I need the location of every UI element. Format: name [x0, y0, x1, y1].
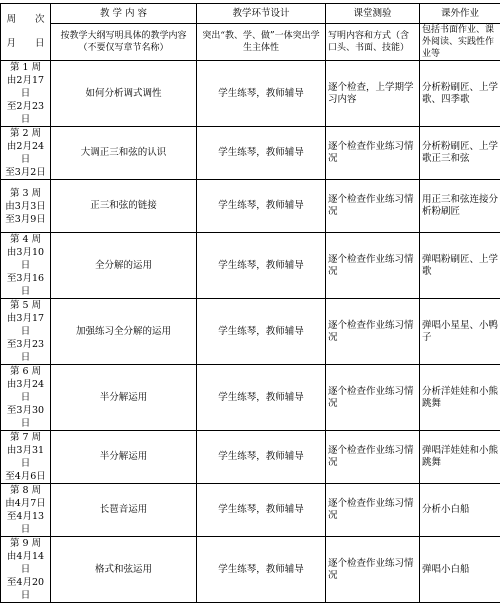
test-cell: 逐个检查，上学期学习内容	[326, 61, 420, 127]
content-cell: 长琶音运用	[51, 484, 197, 537]
test-header: 课堂测验	[326, 4, 420, 24]
design-cell: 学生练琴，教师辅导	[197, 365, 326, 431]
content-cell: 大调正三和弦的认识	[51, 127, 197, 180]
content-cell: 全分解的运用	[51, 233, 197, 299]
table-row	[1, 431, 500, 484]
week-from: 由2月24日	[3, 140, 48, 166]
design-cell: 学生练琴，教师辅导	[197, 233, 326, 299]
content-cell: 格式和弦运用	[51, 537, 197, 603]
homework-cell: 分析粉刷匠、上学歌正三和弦	[420, 127, 500, 180]
week-from: 由3月24日	[3, 378, 48, 404]
header-row	[1, 4, 500, 24]
test-cell: 逐个检查作业练习情况	[326, 431, 420, 484]
week-from: 由3月10日	[3, 246, 48, 272]
week-week: 第 9 周	[3, 537, 48, 550]
test-cell: 逐个检查作业练习情况	[326, 233, 420, 299]
test-cell: 逐个检查作业练习情况	[326, 537, 420, 603]
homework-cell: 分析洋娃娃和小熊跳舞	[420, 365, 500, 431]
week-week: 第 8 周	[3, 484, 48, 497]
week-week: 第 6 周	[3, 365, 48, 378]
table-row	[1, 180, 500, 233]
week-to: 至3月30日	[3, 404, 48, 430]
design-cell: 学生练琴，教师辅导	[197, 127, 326, 180]
week-cell	[1, 127, 51, 180]
week-to: 至4月13日	[3, 510, 48, 536]
week-week: 第 3 周	[3, 187, 48, 200]
week-to: 至3月16日	[3, 272, 48, 298]
content-cell: 加强练习全分解的运用	[51, 299, 197, 365]
week-cell	[1, 61, 51, 127]
teaching-schedule-table	[0, 3, 500, 603]
week-to: 至4月6日	[3, 470, 48, 483]
date-header-label: 月 日	[3, 38, 48, 50]
week-week: 第 2 周	[3, 127, 48, 140]
week-from: 由3月3日	[3, 200, 48, 213]
homework-cell: 分析粉刷匠、上学歌、四季歌	[420, 61, 500, 127]
test-cell: 逐个检查作业练习情况	[326, 484, 420, 537]
design-header: 教学环节设计	[197, 4, 326, 24]
content-header: 教 学 内 容	[51, 4, 197, 24]
week-cell	[1, 365, 51, 431]
week-from: 由3月17日	[3, 312, 48, 338]
design-cell: 学生练琴，教师辅导	[197, 61, 326, 127]
week-to: 至3月2日	[3, 166, 48, 179]
week-cell	[1, 299, 51, 365]
test-cell: 逐个检查作业练习情况	[326, 365, 420, 431]
table-row	[1, 484, 500, 537]
week-to: 至3月9日	[3, 213, 48, 226]
content-cell: 半分解运用	[51, 431, 197, 484]
table-row	[1, 365, 500, 431]
test-subheader: 写明内容和方式（含口头、书面、技能）	[326, 24, 420, 61]
homework-cell: 用正三和弦连接分析粉刷匠	[420, 180, 500, 233]
homework-subheader: 包括书面作业、课外阅读、实践性作业等	[420, 24, 500, 61]
homework-cell: 弹唱粉刷匠、上学歌	[420, 233, 500, 299]
week-cell	[1, 431, 51, 484]
subheader-row	[1, 24, 500, 61]
table-row	[1, 127, 500, 180]
table-row	[1, 61, 500, 127]
table-row	[1, 233, 500, 299]
week-from: 由4月7日	[3, 497, 48, 510]
table-row	[1, 299, 500, 365]
week-to: 至2月23日	[3, 100, 48, 126]
week-cell	[1, 233, 51, 299]
week-cell	[1, 537, 51, 603]
week-date-header	[1, 4, 51, 61]
design-subheader: 突出“教、学、做”一体突出学生主体性	[197, 24, 326, 61]
week-from: 由3月31日	[3, 444, 48, 470]
homework-cell: 分析小白船	[420, 484, 500, 537]
content-cell: 如何分析调式调性	[51, 61, 197, 127]
week-cell	[1, 180, 51, 233]
content-cell: 正三和弦的链接	[51, 180, 197, 233]
week-header-label: 周 次	[3, 14, 48, 26]
homework-cell: 弹唱洋娃娃和小熊跳舞	[420, 431, 500, 484]
table-row	[1, 537, 500, 603]
content-subheader: 按教学大纲写明具体的教学内容（不要仅写章节名称）	[51, 24, 197, 61]
week-from: 由4月14日	[3, 550, 48, 576]
homework-cell: 弹唱小白船	[420, 537, 500, 603]
design-cell: 学生练琴，教师辅导	[197, 484, 326, 537]
design-cell: 学生练琴，教师辅导	[197, 431, 326, 484]
design-cell: 学生练琴，教师辅导	[197, 180, 326, 233]
test-cell: 逐个检查作业练习情况	[326, 180, 420, 233]
week-to: 至4月20日	[3, 576, 48, 602]
design-cell: 学生练琴，教师辅导	[197, 537, 326, 603]
test-cell: 逐个检查作业练习情况	[326, 299, 420, 365]
week-to: 至3月23日	[3, 338, 48, 364]
content-cell: 半分解运用	[51, 365, 197, 431]
week-week: 第 7 周	[3, 431, 48, 444]
design-cell: 学生练琴，教师辅导	[197, 299, 326, 365]
week-week: 第 1 周	[3, 61, 48, 74]
week-week: 第 5 周	[3, 299, 48, 312]
week-from: 由2月17日	[3, 74, 48, 100]
week-week: 第 4 周	[3, 233, 48, 246]
homework-cell: 弹唱小星星、小鸭子	[420, 299, 500, 365]
homework-header: 课外作业	[420, 4, 500, 24]
test-cell: 逐个检查作业练习情况	[326, 127, 420, 180]
week-cell	[1, 484, 51, 537]
